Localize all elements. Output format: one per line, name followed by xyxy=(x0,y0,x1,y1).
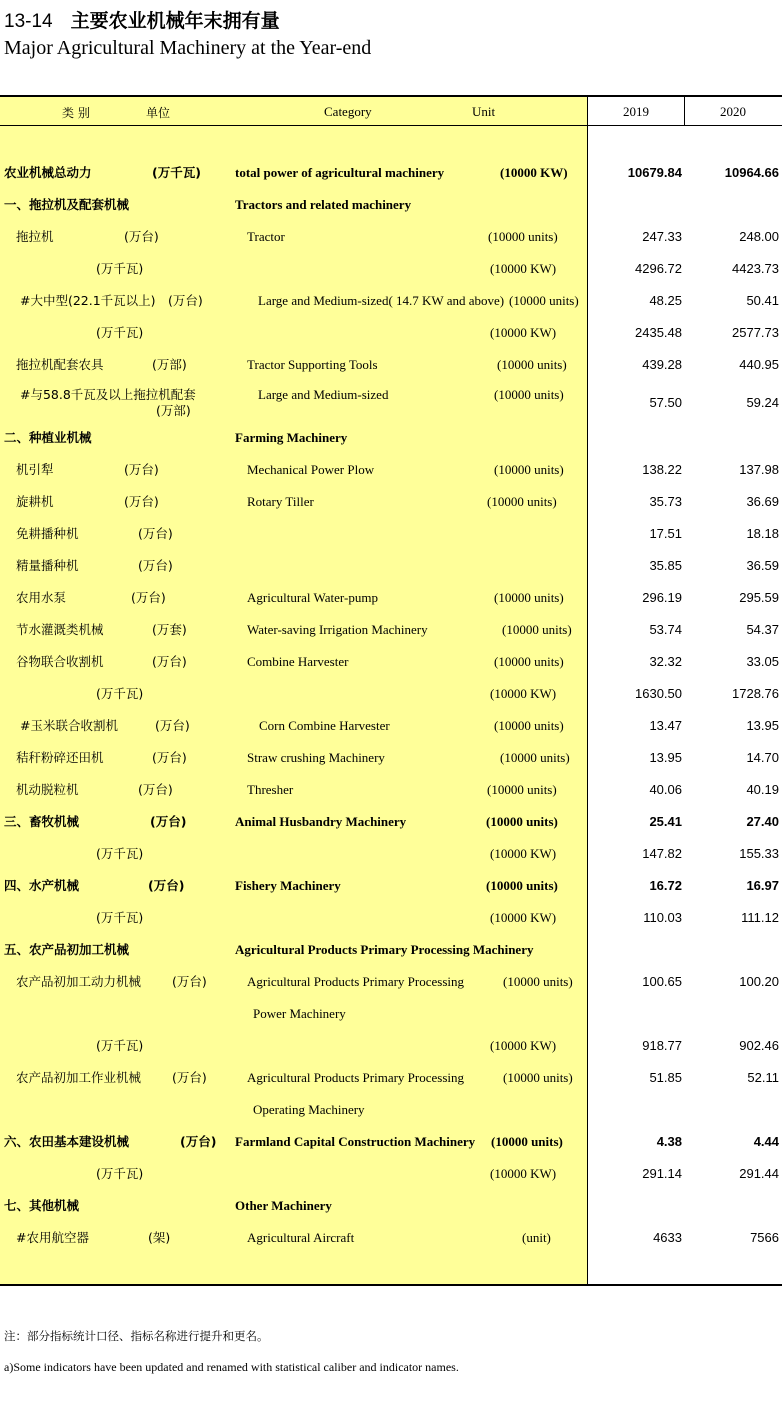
value-2020: 155.33 xyxy=(739,846,779,861)
value-2020: 4423.73 xyxy=(732,261,779,276)
row-label-en: Tractor Supporting Tools xyxy=(247,357,378,372)
row-label-cn: 农用水泵 xyxy=(16,590,67,605)
row-unit-cn: (万台) xyxy=(124,229,159,244)
row-label-en: Water-saving Irrigation Machinery xyxy=(247,622,428,637)
row-unit-en: (10000 units) xyxy=(487,494,557,509)
value-2019: 296.19 xyxy=(642,590,682,605)
footnote-cn: 注：部分指标统计口径、指标名称进行提升和更名。 xyxy=(4,1329,269,1343)
row-label-cn: 二、种植业机械 xyxy=(4,430,92,445)
row-unit-en: (10000 units) xyxy=(502,622,572,637)
value-2019: 4296.72 xyxy=(635,261,682,276)
header-category-en: Category xyxy=(324,104,372,119)
value-2019: 147.82 xyxy=(642,846,682,861)
value-2020: 295.59 xyxy=(739,590,779,605)
row-label-cn: 农产品初加工动力机械 xyxy=(16,974,142,989)
row-unit-cn: (万台) xyxy=(138,526,173,541)
header-year-2020: 2020 xyxy=(720,104,746,119)
row-unit-en: (10000 units) xyxy=(491,1134,563,1149)
row-unit-cn: (万台) xyxy=(138,558,173,573)
row-unit-cn: (万台) xyxy=(180,1134,217,1149)
value-2019: 35.85 xyxy=(649,558,682,573)
header-rule xyxy=(0,125,782,126)
value-2019: 57.50 xyxy=(649,395,682,410)
value-2019: 138.22 xyxy=(642,462,682,477)
row-unit-cn: (万台) xyxy=(131,590,166,605)
row-unit-cn: (万千瓦) xyxy=(96,1038,144,1053)
value-2020: 111.12 xyxy=(741,910,779,925)
row-label-cn: 五、农产品初加工机械 xyxy=(4,942,130,957)
value-2020: 100.20 xyxy=(739,974,779,989)
value-2019: 4.38 xyxy=(656,1134,682,1149)
row-unit-cn: (万台) xyxy=(138,782,173,797)
row-unit-en: (10000 units) xyxy=(494,590,564,605)
row-label-cn: 六、农田基本建设机械 xyxy=(4,1134,130,1149)
row-unit-en: (10000 KW) xyxy=(490,325,557,340)
page-title-cn xyxy=(4,6,280,33)
row-label-en: Thresher xyxy=(247,782,294,797)
year-divider xyxy=(684,95,685,125)
row-unit-cn: (万千瓦) xyxy=(96,846,144,861)
row-unit-en: (10000 units) xyxy=(488,229,558,244)
row-label-en: Rotary Tiller xyxy=(247,494,314,509)
value-2020: 13.95 xyxy=(746,718,779,733)
row-unit-en: (10000 units) xyxy=(486,814,558,829)
row-label-cn: 精量播种机 xyxy=(16,558,79,573)
value-2019: 53.74 xyxy=(649,622,682,637)
row-label-en-cont: Operating Machinery xyxy=(253,1102,365,1117)
value-2020: 16.97 xyxy=(746,878,779,893)
row-label-en: Corn Combine Harvester xyxy=(259,718,390,733)
page-title-en: Major Agricultural Machinery at the Year-end xyxy=(4,37,372,59)
header-unit-cn: 单位 xyxy=(146,106,171,120)
row-label-en: Large and Medium-sized( 14.7 KW and above) xyxy=(258,293,505,308)
row-unit-en: (10000 KW) xyxy=(500,165,568,180)
row-label-en-cont: Power Machinery xyxy=(253,1006,346,1021)
table-bottom-rule xyxy=(0,1284,782,1286)
value-2020: 10964.66 xyxy=(724,165,779,180)
value-2019: 1630.50 xyxy=(635,686,682,701)
row-unit-cn: (万千瓦) xyxy=(96,686,144,701)
row-label-en: Straw crushing Machinery xyxy=(247,750,385,765)
value-2019: 35.73 xyxy=(649,494,682,509)
row-label-cn: 农业机械总动力 xyxy=(4,165,92,180)
row-label-en: Agricultural Water-pump xyxy=(247,590,378,605)
row-unit-cn: (万千瓦) xyxy=(152,165,201,180)
row-unit-en: (10000 KW) xyxy=(490,846,557,861)
value-2019: 48.25 xyxy=(649,293,682,308)
row-unit-en: (10000 units) xyxy=(494,654,564,669)
row-label-cn: 机动脱粒机 xyxy=(16,782,79,797)
title-text-cn: 主要农业机械年末拥有量 xyxy=(70,10,280,32)
value-2019: 100.65 xyxy=(642,974,682,989)
row-unit-en: (10000 units) xyxy=(497,357,567,372)
value-2020: 291.44 xyxy=(739,1166,779,1181)
row-unit-en: (10000 units) xyxy=(494,462,564,477)
row-unit-en: (10000 KW) xyxy=(490,1166,557,1181)
value-2019: 247.33 xyxy=(642,229,682,244)
row-unit-cn: (架) xyxy=(148,1230,171,1245)
value-2020: 40.19 xyxy=(746,782,779,797)
row-unit-cn: (万台) xyxy=(124,462,159,477)
row-label-en: Farmland Capital Construction Machinery xyxy=(235,1134,476,1149)
row-label-en: Agricultural Products Primary Processing Machinery xyxy=(235,942,534,957)
value-2019: 17.51 xyxy=(649,526,682,541)
row-unit-en: (10000 units) xyxy=(509,293,579,308)
value-2019: 439.28 xyxy=(642,357,682,372)
row-label-cn: 四、水产机械 xyxy=(4,878,80,893)
row-unit-cn: (万千瓦) xyxy=(96,261,144,276)
value-2019: 10679.84 xyxy=(627,165,682,180)
value-2019: 2435.48 xyxy=(635,325,682,340)
row-unit-en: (10000 units) xyxy=(503,974,573,989)
row-label-en: Combine Harvester xyxy=(247,654,349,669)
row-label-cn: 一、拖拉机及配套机械 xyxy=(4,197,130,212)
row-label-cn: 拖拉机 xyxy=(16,229,54,244)
value-2020: 52.11 xyxy=(747,1070,779,1085)
row-label-cn: #与58.8千瓦及以上拖拉机配套 xyxy=(20,387,196,402)
header-category-cn: 类 别 xyxy=(62,106,90,120)
value-2020: 137.98 xyxy=(739,462,779,477)
row-unit-cn: (万千瓦) xyxy=(96,910,144,925)
row-unit-en: (10000 units) xyxy=(500,750,570,765)
value-2019: 16.72 xyxy=(649,878,682,893)
row-label-en: Large and Medium-sized xyxy=(258,387,389,402)
row-label-en: Agricultural Aircraft xyxy=(247,1230,355,1245)
value-2019: 32.32 xyxy=(649,654,682,669)
row-unit-en: (10000 KW) xyxy=(490,1038,557,1053)
value-2020: 27.40 xyxy=(746,814,779,829)
row-unit-en: (unit) xyxy=(522,1230,551,1245)
row-label-cn: #农用航空器 xyxy=(16,1230,89,1245)
value-2020: 33.05 xyxy=(746,654,779,669)
value-2020: 36.59 xyxy=(746,558,779,573)
row-unit-cn: (万台) xyxy=(172,1070,207,1085)
row-unit-cn: (万千瓦) xyxy=(96,325,144,340)
table-number: 13-14 xyxy=(4,11,53,32)
row-unit-en: (10000 units) xyxy=(503,1070,573,1085)
row-unit-cn: (万套) xyxy=(152,622,187,637)
row-label-en: total power of agricultural machinery xyxy=(235,165,445,180)
row-unit-en: (10000 units) xyxy=(487,782,557,797)
value-2020: 36.69 xyxy=(746,494,779,509)
row-unit-cn: (万台) xyxy=(148,878,185,893)
row-unit-en: (10000 KW) xyxy=(490,261,557,276)
value-2019: 4633 xyxy=(653,1230,682,1245)
row-label-en: Animal Husbandry Machinery xyxy=(235,814,407,829)
row-unit-en: (10000 units) xyxy=(494,387,564,402)
value-2020: 1728.76 xyxy=(732,686,779,701)
header-year-2019: 2019 xyxy=(623,104,649,119)
value-2020: 902.46 xyxy=(739,1038,779,1053)
row-label-cn: 农产品初加工作业机械 xyxy=(16,1070,142,1085)
row-label-cn: 三、畜牧机械 xyxy=(4,814,80,829)
row-label-cn: #玉米联合收割机 xyxy=(20,718,118,733)
row-label-cn: 拖拉机配套农具 xyxy=(16,357,104,372)
row-label-cn: 免耕播种机 xyxy=(16,526,79,541)
value-2019: 13.95 xyxy=(649,750,682,765)
row-label-cn: 七、其他机械 xyxy=(4,1198,80,1213)
row-unit-cn: (万部) xyxy=(156,403,191,418)
row-label-en: Tractors and related machinery xyxy=(235,197,412,212)
row-label-en: Tractor xyxy=(247,229,285,244)
value-2020: 4.44 xyxy=(753,1134,779,1149)
row-label-cn: 机引犁 xyxy=(16,462,54,477)
value-2020: 248.00 xyxy=(739,229,779,244)
row-label-cn: 谷物联合收割机 xyxy=(16,654,104,669)
row-label-en: Other Machinery xyxy=(235,1198,332,1213)
row-unit-cn: (万台) xyxy=(168,293,203,308)
row-label-cn: 节水灌溉类机械 xyxy=(16,622,104,637)
value-2019: 51.85 xyxy=(649,1070,682,1085)
value-2019: 110.03 xyxy=(643,910,682,925)
value-2019: 25.41 xyxy=(649,814,682,829)
row-label-en: Agricultural Products Primary Processing xyxy=(247,974,464,989)
table-top-rule xyxy=(0,95,782,97)
value-2020: 2577.73 xyxy=(732,325,779,340)
row-unit-en: (10000 KW) xyxy=(490,686,557,701)
row-unit-cn: (万台) xyxy=(124,494,159,509)
value-2019: 40.06 xyxy=(649,782,682,797)
value-2020: 7566 xyxy=(750,1230,779,1245)
column-divider xyxy=(587,95,588,1286)
value-2020: 54.37 xyxy=(746,622,779,637)
data-table xyxy=(0,95,782,1286)
row-unit-cn: (万部) xyxy=(152,357,187,372)
row-unit-en: (10000 units) xyxy=(494,718,564,733)
value-2020: 14.70 xyxy=(746,750,779,765)
row-unit-cn: (万台) xyxy=(172,974,207,989)
value-2019: 291.14 xyxy=(642,1166,682,1181)
row-unit-cn: (万台) xyxy=(150,814,187,829)
row-unit-en: (10000 KW) xyxy=(490,910,557,925)
value-2020: 18.18 xyxy=(746,526,779,541)
header-unit-en: Unit xyxy=(472,104,496,119)
row-unit-cn: (万台) xyxy=(155,718,190,733)
value-2019: 13.47 xyxy=(649,718,682,733)
value-2020: 59.24 xyxy=(746,395,779,410)
value-2020: 440.95 xyxy=(739,357,779,372)
value-2020: 50.41 xyxy=(746,293,779,308)
row-label-en: Mechanical Power Plow xyxy=(247,462,375,477)
footnote-en: a)Some indicators have been updated and renamed with statistical caliber and indicator names. xyxy=(4,1360,459,1374)
row-label-en: Farming Machinery xyxy=(235,430,348,445)
row-unit-en: (10000 units) xyxy=(486,878,558,893)
row-label-cn: #大中型(22.1千瓦以上) xyxy=(20,293,156,308)
row-label-en: Agricultural Products Primary Processing xyxy=(247,1070,464,1085)
row-label-cn: 秸秆粉碎还田机 xyxy=(16,750,104,765)
row-unit-cn: (万台) xyxy=(152,654,187,669)
row-label-cn: 旋耕机 xyxy=(16,494,54,509)
row-unit-cn: (万台) xyxy=(152,750,187,765)
value-2019: 918.77 xyxy=(642,1038,682,1053)
row-unit-cn: (万千瓦) xyxy=(96,1166,144,1181)
row-label-en: Fishery Machinery xyxy=(235,878,341,893)
